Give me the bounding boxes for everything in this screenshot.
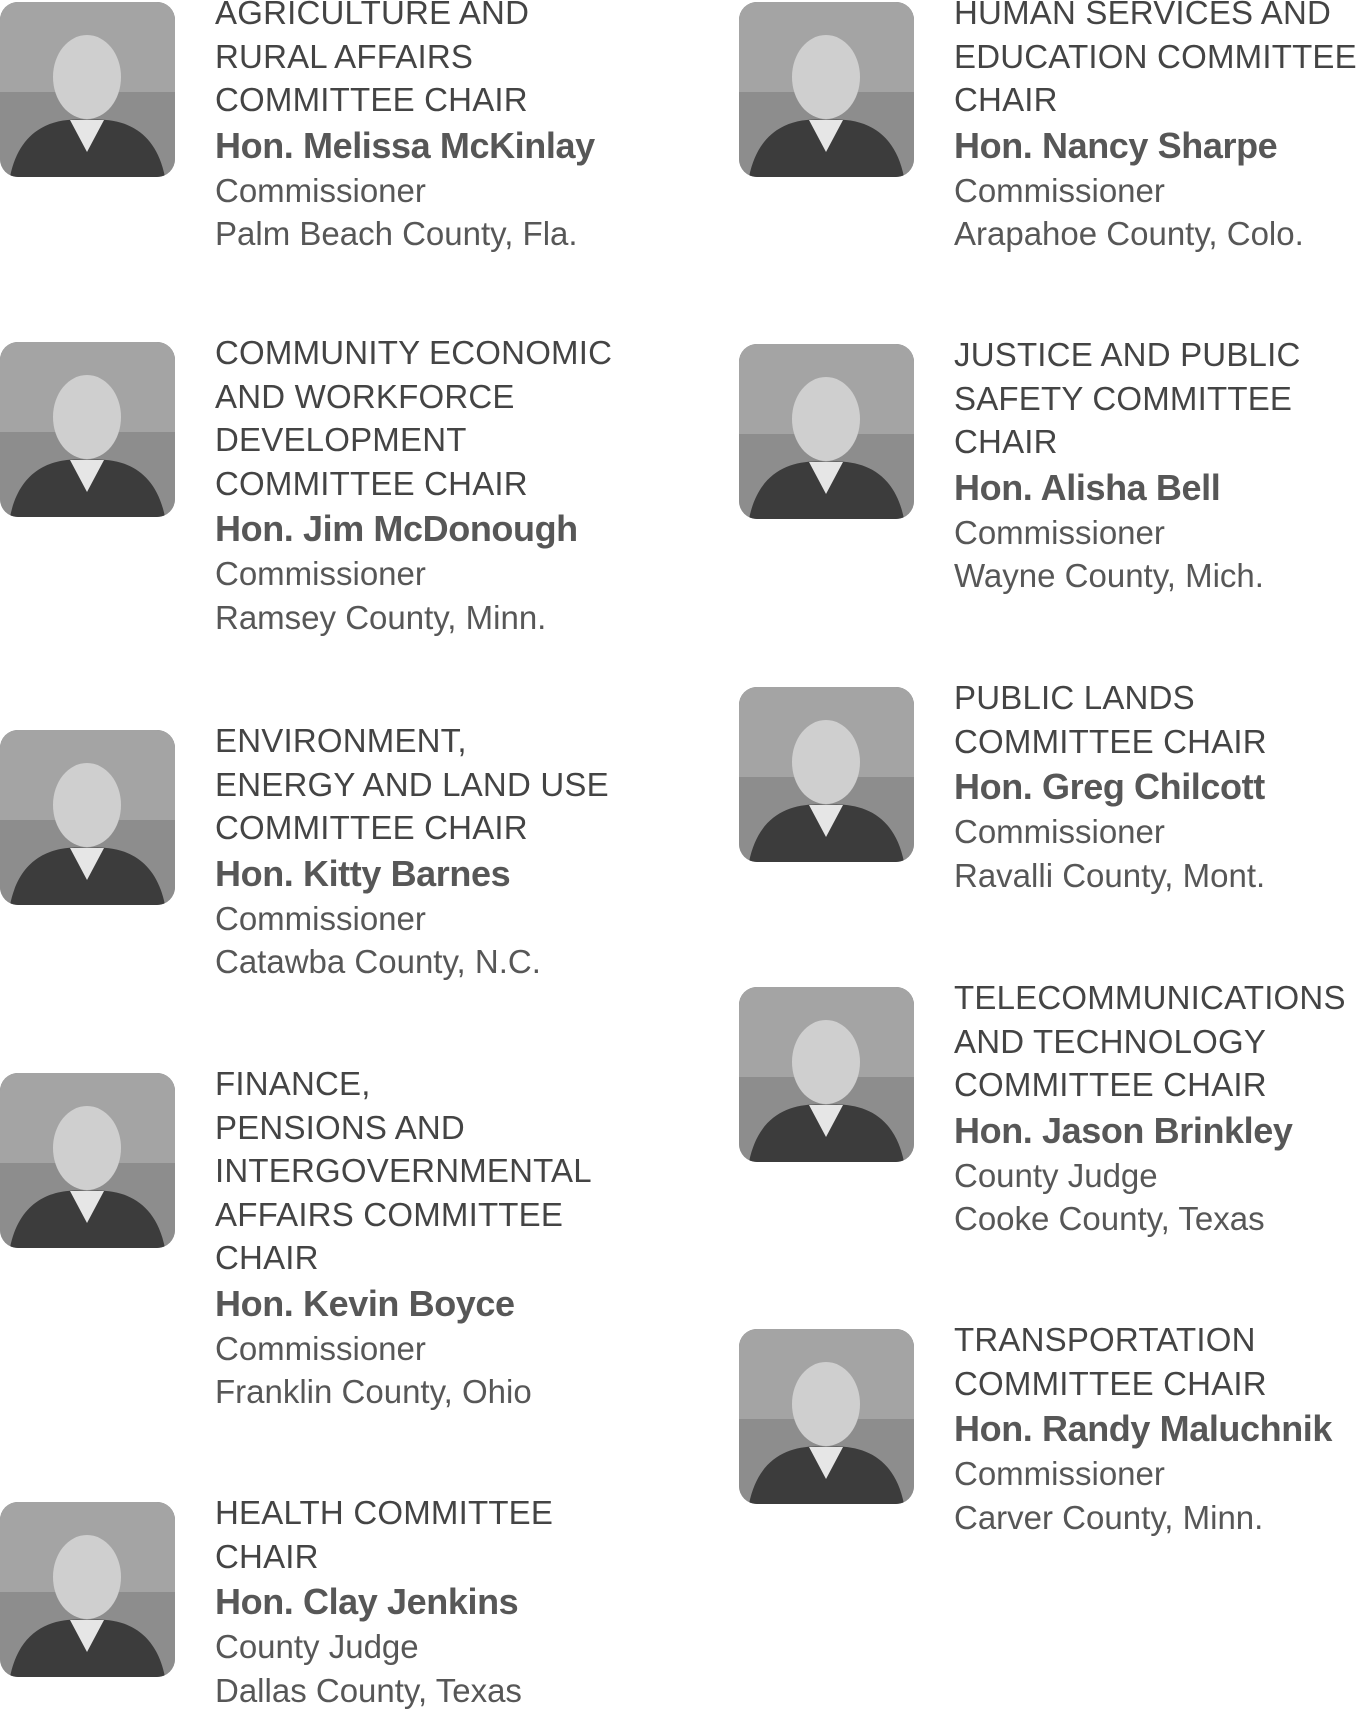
chair-role: County Judge <box>954 1156 1158 1194</box>
chair-county: Ravalli County, Mont. <box>954 856 1266 894</box>
portrait-photo <box>739 344 914 519</box>
chair-name: Hon. Kitty Barnes <box>215 852 511 894</box>
committee-title: COMMUNITY ECONOMIC AND WORKFORCE DEVELOPMENT COMMITTEE CHAIR <box>215 334 613 502</box>
portrait-photo <box>0 1073 175 1248</box>
chair-county: Carver County, Minn. <box>954 1498 1264 1536</box>
chair-name: Hon. Nancy Sharpe <box>954 124 1278 166</box>
chair-county: Wayne County, Mich. <box>954 557 1264 594</box>
portrait-photo <box>739 687 914 862</box>
chair-name: Hon. Alisha Bell <box>954 466 1221 508</box>
chair-role: Commissioner <box>954 171 1165 209</box>
committee-title: HEALTH COMMITTEE CHAIR <box>215 1494 554 1575</box>
chair-role: Commissioner <box>954 513 1165 551</box>
chair-role: County Judge <box>215 1628 419 1665</box>
chair-county: Palm Beach County, Fla. <box>215 215 578 252</box>
chair-county: Arapahoe County, Colo. <box>954 215 1304 252</box>
portrait-photo <box>0 1502 175 1677</box>
portrait-photo <box>0 342 175 517</box>
chair-name: Hon. Kevin Boyce <box>215 1282 515 1324</box>
committee-title: ENVIRONMENT, ENERGY AND LAND USE COMMITTEE CHAIR <box>215 722 609 846</box>
chair-name: Hon. Greg Chilcott <box>954 766 1265 807</box>
chair-name: Hon. Jason Brinkley <box>954 1109 1293 1151</box>
committee-title: TELECOMMUNICATIONS AND TECHNOLOGY COMMITTEE CHAIR <box>954 979 1346 1103</box>
chair-name: Hon. Randy Maluchnik <box>954 1408 1333 1449</box>
committee-title: JUSTICE AND PUBLIC SAFETY COMMITTEE CHAIR <box>954 336 1301 460</box>
chair-name: Hon. Clay Jenkins <box>215 1581 519 1622</box>
chair-name: Hon. Melissa McKinlay <box>215 124 595 166</box>
chair-role: Commissioner <box>215 555 426 592</box>
chair-county: Catawba County, N.C. <box>215 943 541 980</box>
committee-title: HUMAN SERVICES AND EDUCATION COMMITTEE CHAIR <box>954 0 1357 118</box>
chair-county: Cooke County, Texas <box>954 1200 1265 1237</box>
chair-county: Ramsey County, Minn. <box>215 598 547 636</box>
portrait-photo <box>0 730 175 905</box>
chair-county: Dallas County, Texas <box>215 1671 522 1709</box>
portrait-photo <box>739 2 914 177</box>
chair-county: Franklin County, Ohio <box>215 1373 532 1410</box>
committee-title: FINANCE, PENSIONS AND INTERGOVERNMENTAL AFFAIRS COMMITTEE CHAIR <box>215 1065 592 1276</box>
committee-title: PUBLIC LANDS COMMITTEE CHAIR <box>954 679 1267 760</box>
chair-role: Commissioner <box>215 899 426 937</box>
chair-role: Commissioner <box>215 1329 426 1367</box>
committee-title: AGRICULTURE AND RURAL AFFAIRS COMMITTEE CHAIR <box>215 0 530 118</box>
chair-role: Commissioner <box>954 813 1165 850</box>
portrait-photo <box>0 2 175 177</box>
committee-title: TRANSPORTATION COMMITTEE CHAIR <box>954 1321 1267 1402</box>
portrait-photo <box>739 987 914 1162</box>
chair-role: Commissioner <box>215 171 426 209</box>
portrait-photo <box>739 1329 914 1504</box>
chair-role: Commissioner <box>954 1455 1165 1492</box>
chair-name: Hon. Jim McDonough <box>215 508 578 549</box>
